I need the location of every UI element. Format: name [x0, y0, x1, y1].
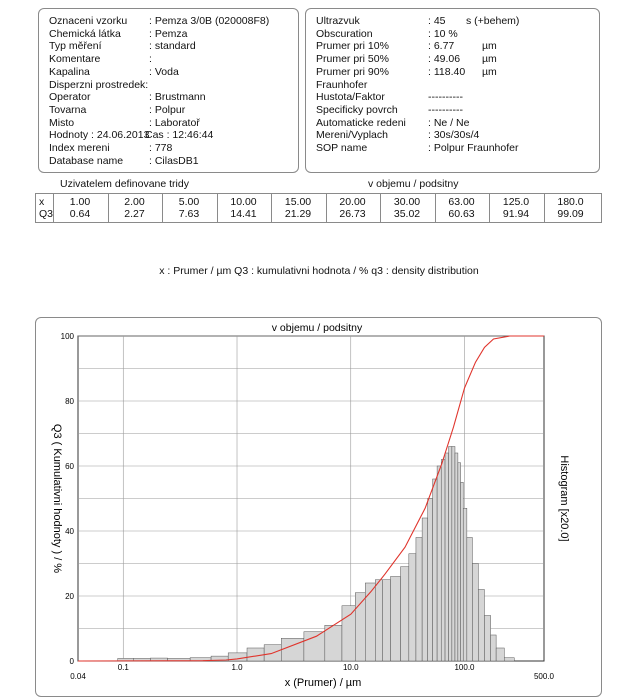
sample-info-value: : Pemza 3/0B (020008F8) [149, 15, 270, 27]
y-tick-label: 60 [65, 462, 74, 471]
sample-info-label: Hodnoty : 24.06.2013 [49, 129, 150, 142]
sample-info-label: Typ měření [49, 40, 102, 53]
sample-info-value: : [149, 53, 152, 66]
table-column-divider [380, 194, 381, 222]
table-column-divider [489, 194, 490, 222]
x-tick-label: 1.0 [231, 663, 243, 672]
sample-info-label: Chemická látka [49, 27, 121, 40]
measurement-info-value: : 118.40 [428, 65, 466, 78]
table-title-right: v objemu / podsitny [368, 178, 459, 190]
measurement-info-row [316, 40, 596, 52]
y-tick-label: 20 [65, 592, 74, 601]
table-title-left: Uzivatelem definovane tridy [60, 178, 189, 190]
axis-legend-line: x : Prumer / µm Q3 : kumulativni hodnota / % q3 : density distribution [159, 265, 479, 277]
histogram-bar [472, 564, 478, 662]
table-cell-q3: 99.09 [557, 208, 584, 220]
histogram-bar [437, 466, 441, 661]
sample-info-row [49, 104, 294, 116]
y-tick-label: 80 [65, 397, 74, 406]
histogram-bar [375, 580, 382, 661]
x-tick-label: 500.0 [533, 672, 555, 681]
x-tick-label: 100.0 [454, 663, 475, 672]
sample-info-value: : Brustmann [149, 91, 206, 104]
y-tick-label: 100 [60, 332, 74, 341]
sample-info-label: Tovarna [49, 103, 87, 116]
table-row-label: Q3 [39, 208, 54, 220]
y-tick-label: 0 [69, 657, 74, 666]
histogram-bar [382, 580, 390, 661]
histogram-bar [484, 616, 490, 662]
histogram-bar [467, 538, 473, 662]
measurement-info-label: Hustota/Faktor [316, 91, 385, 104]
measurement-info-label: Mereni/Vyplach [316, 129, 388, 142]
sample-info-value: : 778 [149, 142, 173, 154]
table-cell-x: 20.00 [339, 196, 366, 208]
measurement-info-unit: µm [482, 65, 497, 78]
chart-title: v objemu / podsitny [271, 322, 363, 334]
measurement-info-label: Automaticke redeni [316, 116, 406, 129]
table-column-divider [217, 194, 218, 222]
table-column-divider [271, 194, 272, 222]
table-column-divider [162, 194, 163, 222]
table-column-divider [53, 194, 54, 222]
measurement-info-label: Prumer pri 90% [316, 65, 389, 78]
sample-info-label: Kapalina [49, 65, 90, 78]
sample-info-label: Disperzni prostredek: [49, 78, 149, 91]
measurement-info-row [316, 28, 596, 40]
sample-info-row [49, 129, 294, 141]
measurement-info-label: Obscuration [316, 27, 373, 40]
chart-svg [36, 318, 601, 696]
x-tick-label: 0.1 [117, 663, 129, 672]
sample-info-row [49, 142, 294, 154]
measurement-info-value: : Polpur Fraunhofer [428, 142, 519, 154]
measurement-info-row [316, 15, 596, 27]
y-axis-label: Q3 ( Kumulativni hodnoty ) / % [51, 423, 63, 574]
histogram-bar [458, 463, 461, 661]
sample-info-value: : CilasDB1 [149, 154, 199, 167]
measurement-info-value: : Ne / Ne [428, 116, 470, 129]
measurement-info-value: : 49.06 [428, 53, 461, 66]
measurement-info-panel [305, 8, 600, 173]
chart-panel [35, 317, 602, 697]
table-cell-q3: 60.63 [448, 208, 475, 220]
measurement-info-row [316, 53, 596, 65]
histogram-bar [441, 460, 445, 662]
table-cell-x: 125.0 [502, 196, 530, 208]
measurement-info-row [316, 104, 596, 116]
secondary-axis-label: Histogram [x20.0] [558, 455, 570, 542]
sample-info-row [49, 155, 294, 167]
measurement-info-value: : 45 [428, 15, 446, 27]
sample-info-label: Misto [49, 116, 75, 129]
sample-info-label: Database name [49, 154, 124, 167]
measurement-info-label: Specificky povrch [316, 103, 398, 116]
sample-info-row [49, 91, 294, 103]
sample-info-row [49, 53, 294, 65]
table-cell-q3: 7.63 [178, 208, 200, 220]
sample-info-panel [38, 8, 299, 173]
histogram-bar [391, 577, 401, 662]
x-axis-label: x (Prumer) / µm [284, 677, 362, 689]
table-cell-x: 1.00 [69, 196, 91, 208]
table-cell-x: 2.00 [124, 196, 145, 208]
histogram-bar [428, 499, 433, 662]
sample-info-row [49, 15, 294, 27]
sample-info-label: Komentare [49, 53, 101, 66]
table-cell-x: 5.00 [178, 196, 200, 208]
table-cell-q3: 91.94 [502, 208, 530, 220]
table-cell-q3: 14.41 [230, 208, 257, 220]
sample-info-value: : Pemza [149, 27, 188, 40]
measurement-info-label: Prumer pri 50% [316, 53, 389, 66]
measurement-info-row [316, 66, 596, 78]
measurement-info-value: : 30s/30s/4 [428, 129, 480, 142]
histogram-bar [452, 447, 455, 662]
histogram-bar [455, 453, 458, 661]
table-cell-x: 30.00 [393, 196, 421, 208]
table-cell-q3: 35.02 [393, 208, 421, 220]
measurement-info-value: : 6.77 [428, 40, 455, 53]
table-cell-x: 180.0 [557, 196, 584, 208]
histogram-bar [496, 648, 504, 661]
histogram-bar [365, 583, 375, 661]
histogram-bar [422, 518, 428, 661]
sample-info-value: : Voda [149, 65, 179, 78]
histogram-bar [433, 479, 438, 661]
histogram-bar [247, 648, 264, 661]
sample-info-label: Oznaceni vzorku [49, 15, 128, 27]
histogram-bar [449, 447, 452, 662]
x-tick-label: 10.0 [342, 663, 359, 672]
measurement-info-row [316, 79, 596, 91]
histogram-bar [504, 658, 514, 661]
sample-info-row [49, 117, 294, 129]
histogram-bar [325, 625, 342, 661]
table-row-label: x [39, 196, 45, 208]
table-cell-x: 15.00 [284, 196, 312, 208]
table-cell-q3: 26.73 [339, 208, 366, 220]
histogram-bar [409, 554, 416, 661]
table-cell-x: 10.00 [230, 196, 257, 208]
table-column-divider [108, 194, 109, 222]
sample-info-value: : standard [149, 40, 196, 53]
measurement-info-row [316, 129, 596, 141]
histogram-bar [304, 632, 325, 661]
sample-info-label: Operator [49, 91, 91, 104]
table-cell-q3: 0.64 [69, 208, 91, 220]
measurement-info-value: : 10 % [428, 27, 458, 40]
table-cell-q3: 2.27 [124, 208, 145, 220]
measurement-info-label: Fraunhofer [316, 78, 368, 91]
sample-info-row [49, 66, 294, 78]
table-column-divider [435, 194, 436, 222]
table-column-divider [544, 194, 545, 222]
histogram-bar [478, 590, 484, 662]
measurement-info-unit: s (+behem) [466, 15, 520, 27]
measurement-info-value: ---------- [428, 91, 463, 104]
histogram-bar [463, 508, 467, 661]
table-cell-x: 63.00 [448, 196, 475, 208]
histogram-bar [445, 453, 449, 661]
histogram-bar [342, 606, 355, 661]
histogram-bar [491, 635, 497, 661]
sample-info-row [49, 28, 294, 40]
sample-info-label: Index mereni [49, 142, 110, 154]
x-tick-label: 0.04 [70, 672, 86, 681]
measurement-info-unit: µm [482, 53, 497, 66]
measurement-info-row [316, 142, 596, 154]
measurement-info-row [316, 117, 596, 129]
sample-info-row [49, 40, 294, 52]
sample-info-value: : Laboratoř [149, 116, 200, 129]
table-column-divider [326, 194, 327, 222]
histogram-bar [401, 567, 409, 661]
table-cell-q3: 21.29 [284, 208, 312, 220]
sample-info-row [49, 79, 294, 91]
measurement-info-unit: µm [482, 40, 497, 53]
y-tick-label: 40 [65, 527, 74, 536]
measurement-info-label: Ultrazvuk [316, 15, 360, 27]
histogram-bar [461, 482, 464, 661]
histogram-bar [416, 538, 422, 662]
histogram-bar [281, 638, 304, 661]
measurement-info-label: SOP name [316, 142, 368, 154]
sample-info-value: : Polpur [149, 103, 186, 116]
sample-info-value: Cas : 12:46:44 [145, 129, 214, 142]
measurement-info-row [316, 91, 596, 103]
measurement-info-value: ---------- [428, 103, 463, 116]
classes-table [35, 193, 602, 223]
measurement-info-label: Prumer pri 10% [316, 40, 389, 53]
